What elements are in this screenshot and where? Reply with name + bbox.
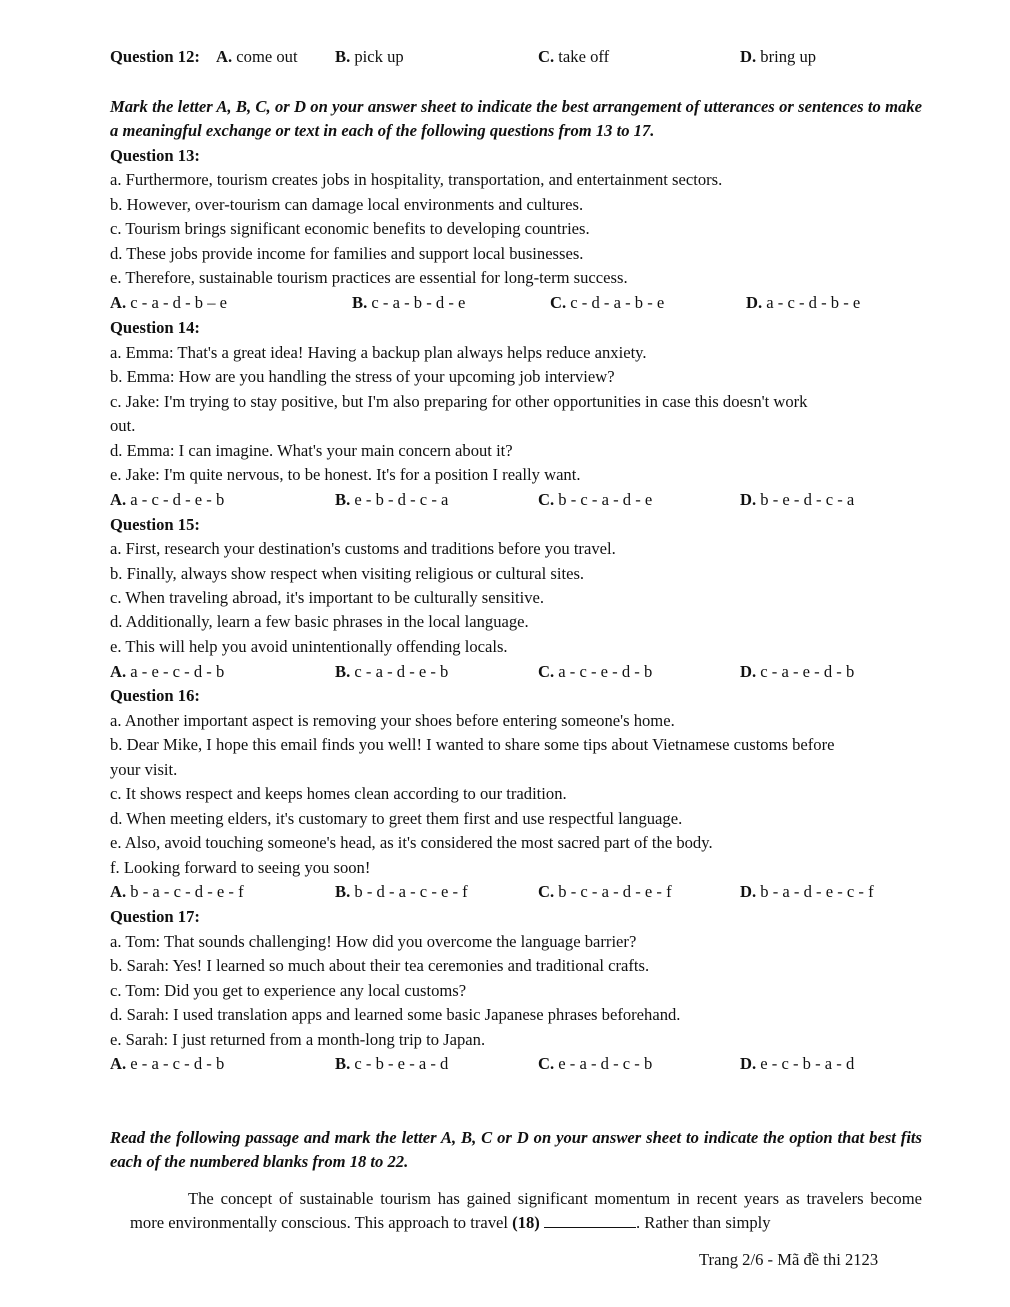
q14-line-c: c. Jake: I'm trying to stay positive, but I'm also preparing for other opportunities in case this doesn't work [110, 392, 808, 411]
q13-line-e: e. Therefore, sustainable tourism practices are essential for long-term success. [110, 268, 628, 287]
q15-line-b: b. Finally, always show respect when visiting religious or cultural sites. [110, 564, 585, 583]
q13-option-a: A. c - a - d - b – e [110, 293, 228, 312]
q14-line-b: b. Emma: How are you handling the stress of your upcoming job interview? [110, 367, 615, 386]
q15-line-c: c. When traveling abroad, it's important to be culturally sensitive. [110, 588, 545, 607]
q17-line-a: a. Tom: That sounds challenging! How did you overcome the language barrier? [110, 932, 637, 951]
q13-line-b: b. However, over-tourism can damage local environments and cultures. [110, 195, 584, 214]
q17-label: Question 17: [110, 907, 200, 926]
q17-option-d: D. e - c - b - a - d [740, 1054, 855, 1073]
q17-line-d: d. Sarah: I used translation apps and learned some basic Japanese phrases beforehand. [110, 1005, 681, 1024]
q16-line-d: d. When meeting elders, it's customary to greet them first and use respectful language. [110, 809, 683, 828]
q12-option-c: C. take off [538, 47, 610, 66]
q17-option-c: C. e - a - d - c - b [538, 1054, 653, 1073]
passage-text-after: . Rather than simply [635, 1213, 771, 1232]
q15-option-b: B. c - a - d - e - b [335, 662, 449, 681]
q14-option-d: D. b - e - d - c - a [740, 490, 855, 509]
q13-line-d: d. These jobs provide income for families and support local businesses. [110, 244, 584, 263]
q14-option-a: A. a - c - d - e - b [110, 490, 225, 509]
page-footer: Trang 2/6 - Mã đề thi 2123 [699, 1250, 879, 1269]
q15-line-a: a. First, research your destination's customs and traditions before you travel. [110, 539, 616, 558]
q14-line-c-cont: out. [110, 416, 136, 435]
q13-line-a: a. Furthermore, tourism creates jobs in hospitality, transportation, and entertainment sectors. [110, 170, 723, 189]
q14-line-a: a. Emma: That's a great idea! Having a backup plan always helps reduce anxiety. [110, 343, 647, 362]
q15-line-e: e. This will help you avoid unintentionally offending locals. [110, 637, 508, 656]
q16-option-d: D. b - a - d - e - c - f [740, 882, 874, 901]
q16-line-b: b. Dear Mike, I hope this email finds you well! I wanted to share some tips about Vietnamese customs before [110, 735, 835, 754]
q17-line-c: c. Tom: Did you get to experience any local customs? [110, 981, 467, 1000]
passage-text-before: The concept of sustainable tourism has gained significant momentum in recent years as travelers become more environmentally conscious. This approach to travel [130, 1189, 922, 1232]
q16-line-b-cont: your visit. [110, 760, 178, 779]
q14-option-c: C. b - c - a - d - e [538, 490, 653, 509]
q12-option-d: D. bring up [740, 47, 817, 66]
q17-option-a: A. e - a - c - d - b [110, 1054, 225, 1073]
q13-option-b: B. c - a - b - d - e [352, 293, 466, 312]
q17-option-b: B. c - b - e - a - d [335, 1054, 449, 1073]
q16-line-f: f. Looking forward to seeing you soon! [110, 858, 371, 877]
q15-option-a: A. a - e - c - d - b [110, 662, 225, 681]
q16-line-c: c. It shows respect and keeps homes clean according to our tradition. [110, 784, 567, 803]
q13-option-d: D. a - c - d - b - e [746, 293, 861, 312]
q13-line-c: c. Tourism brings significant economic benefits to developing countries. [110, 219, 590, 238]
instruction-13-17: Mark the letter A, B, C, or D on your answer sheet to indicate the best arrangement of utterances or sentences to make a meaningful exchange or text in each of the following questions from 13 to 17. [110, 97, 922, 140]
q16-label: Question 16: [110, 686, 200, 705]
q16-option-b: B. b - d - a - c - e - f [335, 882, 468, 901]
q16-option-c: C. b - c - a - d - e - f [538, 882, 672, 901]
q12-label: Question 12: [110, 47, 200, 66]
q16-line-a: a. Another important aspect is removing your shoes before entering someone's home. [110, 711, 675, 730]
q12-option-b: B. pick up [335, 47, 404, 66]
q13-option-c: C. c - d - a - b - e [550, 293, 665, 312]
blank-18 [544, 1213, 636, 1228]
instruction-18-22: Read the following passage and mark the letter A, B, C or D on your answer sheet to indicate the option that best fits each of the numbered blanks from 18 to 22. [110, 1128, 922, 1171]
q17-line-b: b. Sarah: Yes! I learned so much about their tea ceremonies and traditional crafts. [110, 956, 650, 975]
q13-label: Question 13: [110, 146, 200, 165]
q15-option-c: C. a - c - e - d - b [538, 662, 653, 681]
passage [130, 1187, 922, 1235]
q14-option-b: B. e - b - d - c - a [335, 490, 449, 509]
q17-line-e: e. Sarah: I just returned from a month-long trip to Japan. [110, 1030, 486, 1049]
q14-line-e: e. Jake: I'm quite nervous, to be honest. It's for a position I really want. [110, 465, 581, 484]
q14-line-d: d. Emma: I can imagine. What's your main concern about it? [110, 441, 513, 460]
q16-option-a: A. b - a - c - d - e - f [110, 882, 244, 901]
blank-number-18: (18) [512, 1213, 540, 1232]
q16-line-e: e. Also, avoid touching someone's head, as it's considered the most sacred part of the body. [110, 833, 713, 852]
q14-label: Question 14: [110, 318, 200, 337]
q15-option-d: D. c - a - e - d - b [740, 662, 855, 681]
q12-option-a: A. come out [216, 47, 298, 66]
q15-line-d: d. Additionally, learn a few basic phrases in the local language. [110, 612, 529, 631]
q15-label: Question 15: [110, 515, 200, 534]
